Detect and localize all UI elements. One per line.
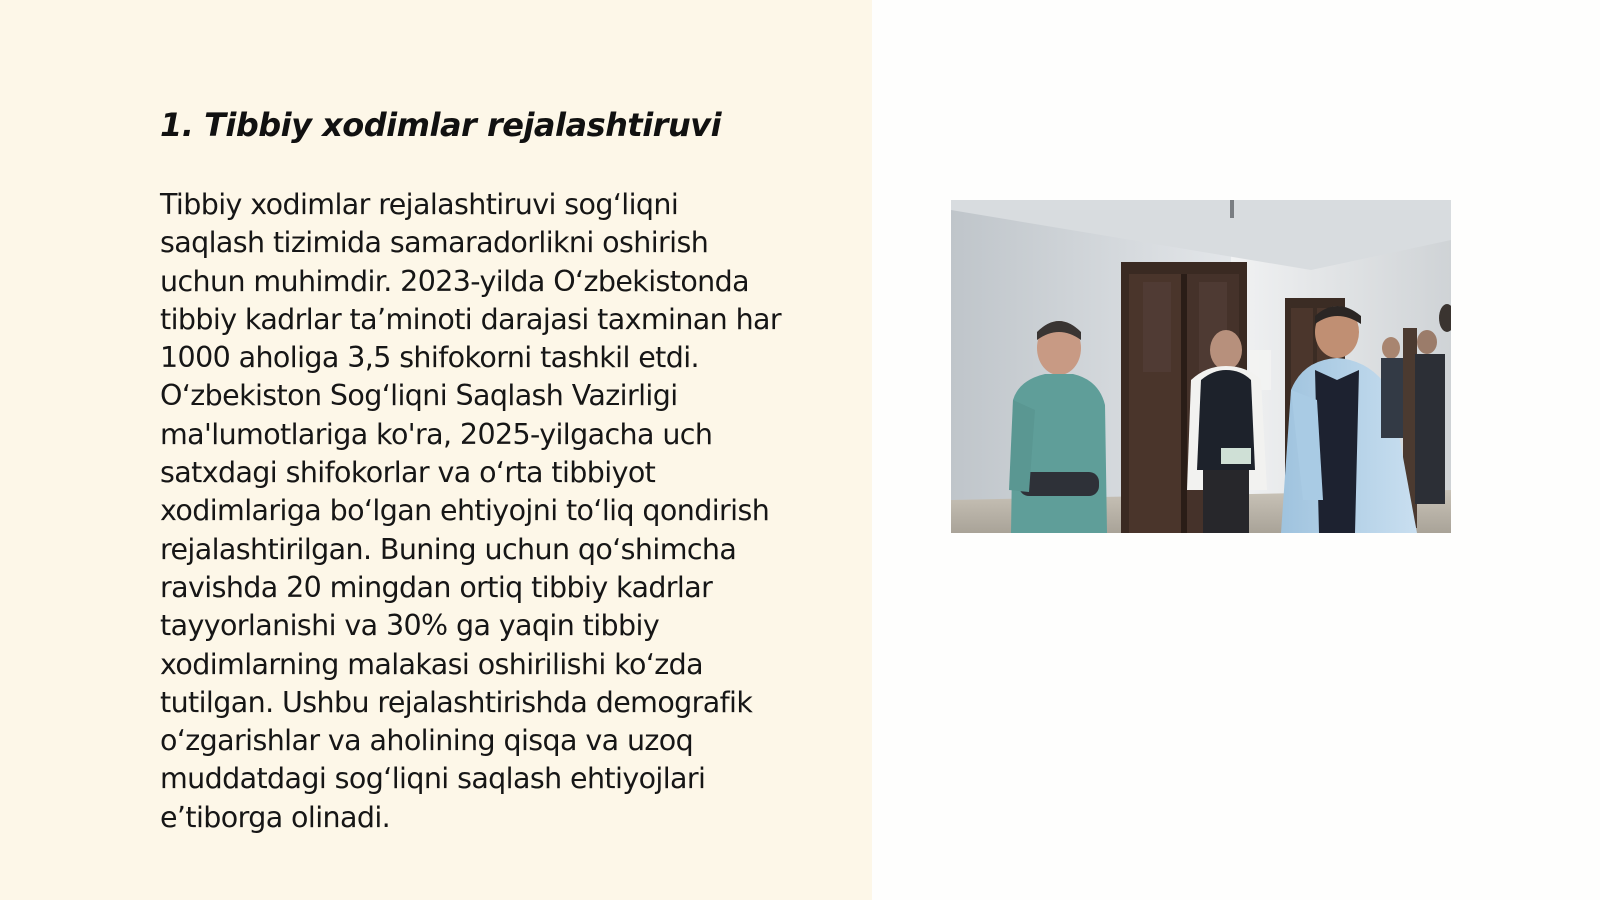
slide-title: 1. Tibbiy xodimlar rejalashtiruvi: [160, 106, 722, 144]
body-line: ravishda 20 mingdan ortiq tibbiy kadrlar: [160, 570, 713, 604]
body-line: xodimlariga boʻlgan ehtiyojni toʻliq qondirish: [160, 494, 770, 528]
body-line: tibbiy kadrlar taʼminoti darajasi taxminan har: [160, 302, 782, 336]
body-line: tayyorlanishi va 30% ga yaqin tibbiy: [160, 609, 660, 643]
body-line: oʻzgarishlar va aholining qisqa va uzoq: [160, 724, 694, 758]
body-line: rejalashtirilgan. Buning uchun qoʻshimcha: [160, 532, 737, 566]
body-line: Oʻzbekiston Sogʻliqni Saqlash Vazirligi: [160, 379, 678, 413]
body-line: saqlash tizimida samaradorlikni oshirish: [160, 226, 709, 260]
body-line: satxdagi shifokorlar va oʻrta tibbiyot: [160, 456, 656, 490]
hospital-corridor-photo: [951, 200, 1451, 533]
body-line: ma'lumotlariga ko'ra, 2025-yilgacha uch: [160, 417, 713, 451]
body-line: Tibbiy xodimlar rejalashtiruvi sogʻliqni: [160, 188, 679, 221]
body-line: uchun muhimdir. 2023-yilda Oʻzbekistonda: [160, 264, 749, 298]
body-line: 1000 aholiga 3,5 shifokorni tashkil etdi.: [160, 341, 699, 375]
body-line: tutilgan. Ushbu rejalashtirishda demografik: [160, 685, 753, 719]
body-line: xodimlarning malakasi oshirilishi koʻzda: [160, 647, 704, 681]
body-line: eʼtiborga olinadi.: [160, 800, 391, 834]
slide-body: [160, 186, 850, 837]
photo-illustration: [951, 200, 1451, 533]
body-line: muddatdagi sogʻliqni saqlash ehtiyojlari: [160, 762, 706, 796]
